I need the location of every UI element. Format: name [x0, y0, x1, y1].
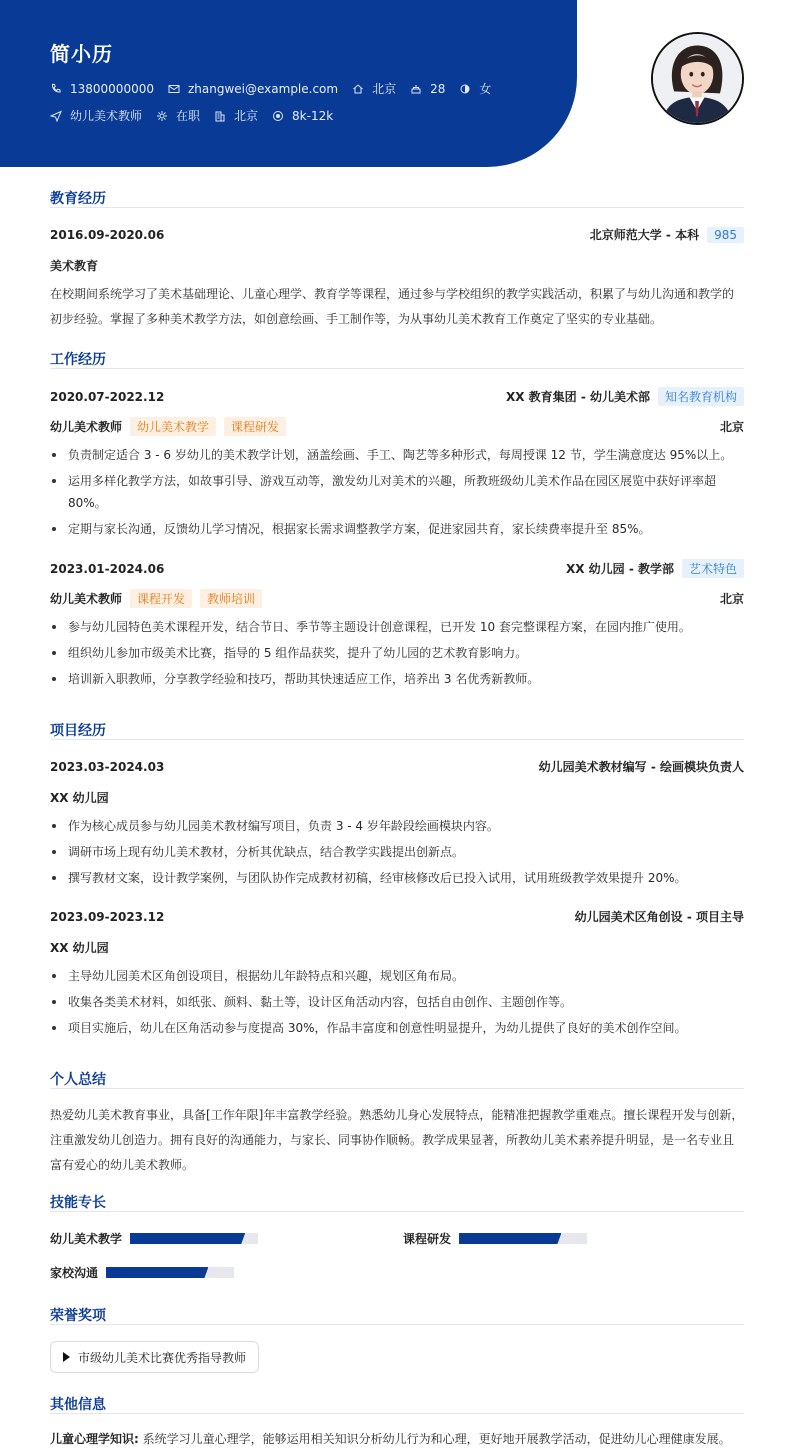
salary-text: 8k-12k [292, 108, 334, 123]
work-1-tag: 幼儿美术教学 [130, 417, 216, 436]
list-item: 参与幼儿园特色美术课程开发，结合节日、季节等主题设计创意课程，已开发 10 套完整课程方案，在园内推广使用。 [50, 616, 744, 638]
education-date: 2016.09-2020.06 [50, 227, 165, 242]
play-icon [63, 1352, 70, 1362]
section-title-projects: 项目经历 [50, 723, 106, 739]
skill-bar-fill [459, 1233, 561, 1244]
section-title-work: 工作经历 [50, 352, 106, 368]
skill-name: 课程研发 [403, 1232, 452, 1246]
section-title-honors: 荣誉奖项 [50, 1308, 106, 1324]
summary-text: 热爱幼儿美术教育事业，具备[工作年限]年丰富教学经验。熟悉幼儿身心发展特点，能精准把握教学重难点。擅长课程开发与创新，注重激发幼儿创造力。拥有良好的沟通能力，与家长、同事协作顺畅。教学成果显著，所教幼儿美术素养提升明显，是一名专业且富有爱心的幼儿美术教师。 [50, 1108, 744, 1172]
status-item [156, 107, 200, 124]
work-2-bullets [50, 616, 744, 694]
award-text: 市级幼儿美术比赛优秀指导教师 [78, 1350, 247, 1365]
header-banner [0, 0, 577, 167]
other-text: 系统学习儿童心理学，能够运用相关知识分析幼儿行为和心理，更好地开展教学活动，促进幼儿心理健康发展。 [142, 1432, 731, 1446]
list-item: 培训新入职教师，分享教学经验和技巧，帮助其快速适应工作，培养出 3 名优秀新教师。 [50, 668, 744, 690]
work-row-2 [50, 559, 744, 578]
phone-item [50, 82, 154, 96]
work-1-bullets [50, 444, 744, 544]
list-item: 负责制定适合 3 - 6 岁幼儿的美术教学计划，涵盖绘画、手工、陶艺等多种形式，每周授课 12 节，学生满意度达 95%以上。 [50, 444, 744, 466]
education-major: 美术教育 [50, 259, 99, 273]
education-badge: 985 [707, 227, 744, 243]
work-1-date: 2020.07-2022.12 [50, 389, 165, 404]
project-1-bullets [50, 815, 744, 893]
work-2-role-row [50, 589, 744, 608]
list-item: 调研市场上现有幼儿美术教材，分析其优缺点，结合教学实践提出创新点。 [50, 841, 744, 863]
work-1-org-wrap [506, 387, 744, 406]
education-description: 在校期间系统学习了美术基础理论、儿童心理学、教育学等课程，通过参与学校组织的教学实践活动，积累了与幼儿沟通和教学的初步经验。掌握了多种美术教学方法，如创意绘画、手工制作等，为从事幼儿美术教育工作奠定了坚实的专业基础。 [50, 287, 735, 326]
project-2-title: 幼儿园美术区角创设 - 项目主导 [574, 910, 744, 924]
gender-text: 女 [479, 82, 492, 96]
skill-item [50, 1264, 234, 1281]
work-2-date: 2023.01-2024.06 [50, 561, 165, 576]
project-1-org: XX 幼儿园 [50, 791, 109, 805]
list-item: 主导幼儿园美术区角创设项目，根据幼儿年龄特点和兴趣，规划区角布局。 [50, 965, 744, 987]
other-info [50, 1430, 744, 1447]
section-title-skills: 技能专长 [50, 1195, 106, 1211]
salary-item [272, 109, 333, 123]
skill-item [403, 1230, 587, 1247]
work-2-city: 北京 [719, 592, 744, 606]
work-row-1 [50, 387, 744, 406]
age-item [410, 82, 445, 96]
skill-name: 幼儿美术教学 [50, 1232, 123, 1246]
work-1-role-row [50, 417, 744, 436]
education-row [50, 226, 744, 243]
status-text: 在职 [176, 109, 201, 123]
email-item [168, 82, 338, 96]
target-city-text: 北京 [234, 109, 259, 123]
gender-item [459, 80, 491, 97]
send-icon [50, 110, 62, 122]
work-2-org-wrap [566, 559, 744, 578]
work-1-role-wrap [50, 417, 286, 436]
work-1-city: 北京 [719, 420, 744, 434]
divider [50, 1088, 744, 1089]
work-2-tag: 课程开发 [130, 589, 192, 608]
divider [50, 739, 744, 740]
divider [50, 1211, 744, 1212]
skill-bar-fill [130, 1233, 245, 1244]
phone-icon [50, 83, 62, 95]
phone-text: 13800000000 [70, 81, 154, 96]
building-icon [214, 110, 226, 122]
target-icon [272, 110, 284, 122]
home-icon [352, 83, 364, 95]
work-1-org: XX 教育集团 - 幼儿美术部 [505, 390, 650, 404]
age-text: 28 [430, 81, 446, 96]
email-text: zhangwei@example.com [187, 81, 339, 96]
gender-icon [459, 83, 471, 95]
education-school: 北京师范大学 - 本科 [589, 228, 700, 242]
divider [50, 207, 744, 208]
list-item: 运用多样化教学方法，如故事引导、游戏互动等，激发幼儿对美术的兴趣，所教班级幼儿美术作品在园区展览中获好评率超 80%。 [50, 470, 744, 514]
target-city-item [214, 107, 258, 124]
job-text: 幼儿美术教师 [70, 109, 143, 123]
project-2-bullets [50, 965, 744, 1043]
section-title-summary: 个人总结 [50, 1072, 106, 1088]
job-item [50, 107, 142, 124]
skill-bar-fill [106, 1267, 208, 1278]
project-row-1 [50, 758, 744, 775]
skill-item [50, 1230, 258, 1247]
divider [50, 1324, 744, 1325]
skill-name: 家校沟通 [50, 1266, 99, 1280]
avatar [651, 32, 744, 125]
list-item: 撰写教材文案，设计教学案例，与团队协作完成教材初稿，经审核修改后已投入试用，试用班级教学效果提升 20%。 [50, 867, 744, 889]
project-1-title: 幼儿园美术教材编写 - 绘画模块负责人 [538, 760, 744, 774]
candidate-name: 简小历 [50, 42, 113, 66]
skill-bar [459, 1233, 587, 1244]
work-2-role: 幼儿美术教师 [50, 592, 123, 606]
other-label: 儿童心理学知识: [50, 1432, 139, 1446]
skill-bar [106, 1267, 234, 1278]
list-item: 收集各类美术材料，如纸张、颜料、黏土等，设计区角活动内容，包括自由创作、主题创作等。 [50, 991, 744, 1013]
gear-icon [156, 110, 168, 122]
city-text: 北京 [372, 82, 397, 96]
education-school-wrap [590, 226, 744, 243]
job-row [50, 107, 347, 124]
work-2-org: XX 幼儿园 - 教学部 [565, 562, 674, 576]
divider [50, 368, 744, 369]
work-1-role: 幼儿美术教师 [50, 420, 123, 434]
project-1-date: 2023.03-2024.03 [50, 759, 165, 774]
work-1-tag: 课程研发 [224, 417, 286, 436]
cake-icon [410, 83, 422, 95]
list-item: 定期与家长沟通，反馈幼儿学习情况，根据家长需求调整教学方案，促进家园共育，家长续费率提升至 85%。 [50, 518, 744, 540]
city-item [352, 80, 396, 97]
work-2-tag: 教师培训 [200, 589, 262, 608]
project-2-date: 2023.09-2023.12 [50, 909, 165, 924]
list-item: 作为核心成员参与幼儿园美术教材编写项目，负责 3 - 4 岁年龄段绘画模块内容。 [50, 815, 744, 837]
work-1-badge: 知名教育机构 [658, 387, 744, 406]
work-2-role-wrap [50, 589, 262, 608]
list-item: 组织幼儿参加市级美术比赛，指导的 5 组作品获奖，提升了幼儿园的艺术教育影响力。 [50, 642, 744, 664]
project-row-2 [50, 908, 744, 925]
project-2-org: XX 幼儿园 [50, 941, 109, 955]
skill-bar [130, 1233, 258, 1244]
section-title-education: 教育经历 [50, 191, 106, 207]
contact-row [50, 80, 505, 97]
award-item [50, 1341, 259, 1373]
list-item: 项目实施后，幼儿在区角活动参与度提高 30%，作品丰富度和创意性明显提升，为幼儿提供了良好的美术创作空间。 [50, 1017, 744, 1039]
section-title-other: 其他信息 [50, 1397, 106, 1413]
work-2-badge: 艺术特色 [682, 559, 744, 578]
divider [50, 1413, 744, 1414]
mail-icon [168, 83, 180, 95]
